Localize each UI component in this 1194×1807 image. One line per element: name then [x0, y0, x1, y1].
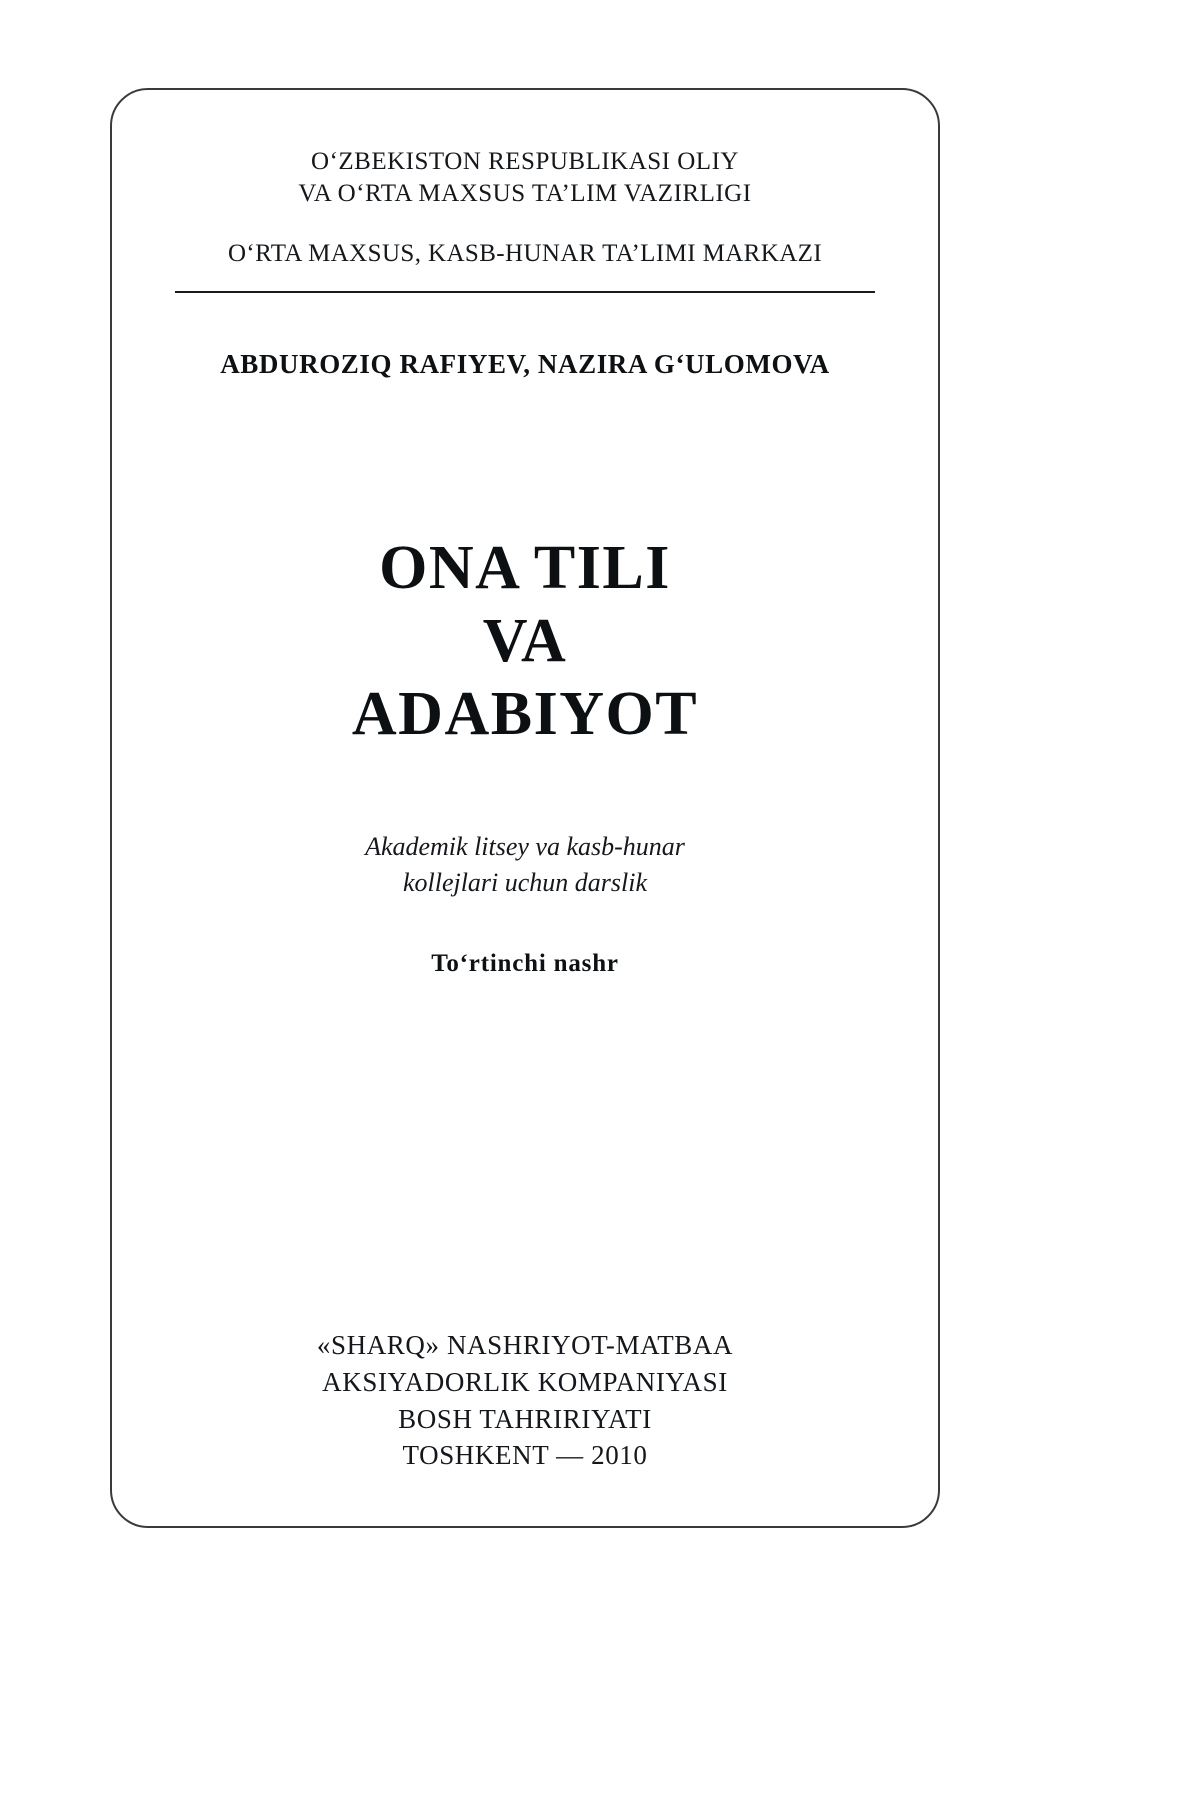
- publication-place-year: TOSHKENT — 2010: [402, 1440, 648, 1471]
- title-line-3: ADABIYOT: [351, 679, 699, 748]
- ministry-line-2: VA O‘RTA MAXSUS TA’LIM VAZIRLIGI: [298, 180, 752, 207]
- center-heading: O‘RTA MAXSUS, KASB-HUNAR TA’LIMI MARKAZI: [227, 240, 823, 267]
- ministry-heading: [167, 146, 883, 210]
- book-subtitle: [167, 829, 883, 902]
- edition-label: To‘rtinchi nashr: [431, 949, 619, 977]
- title-line-1: ONA TILI: [379, 533, 671, 602]
- title-page-content: [112, 90, 938, 1526]
- title-line-2: VA: [482, 606, 568, 675]
- authors-line: ABDUROZIQ RAFIYEV, NAZIRA G‘ULOMOVA: [220, 348, 830, 379]
- ministry-line-1: O‘ZBEKISTON RESPUBLIKASI OLIY: [311, 148, 739, 175]
- book-title: [167, 532, 883, 751]
- publisher-block: [112, 1327, 938, 1474]
- horizontal-divider: [175, 291, 875, 293]
- subtitle-line-2: kollejlari uchun darslik: [402, 868, 648, 898]
- subtitle-line-1: Akademik litsey va kasb-hunar: [365, 831, 685, 861]
- title-page-frame: [110, 88, 940, 1528]
- publisher-line-1: «SHARQ» NASHRIYOT-MATBAA: [316, 1330, 734, 1361]
- publisher-line-3: BOSH TAHRIRIYATI: [398, 1403, 652, 1434]
- publisher-line-2: AKSIYADORLIK KOMPANIYASI: [322, 1366, 728, 1397]
